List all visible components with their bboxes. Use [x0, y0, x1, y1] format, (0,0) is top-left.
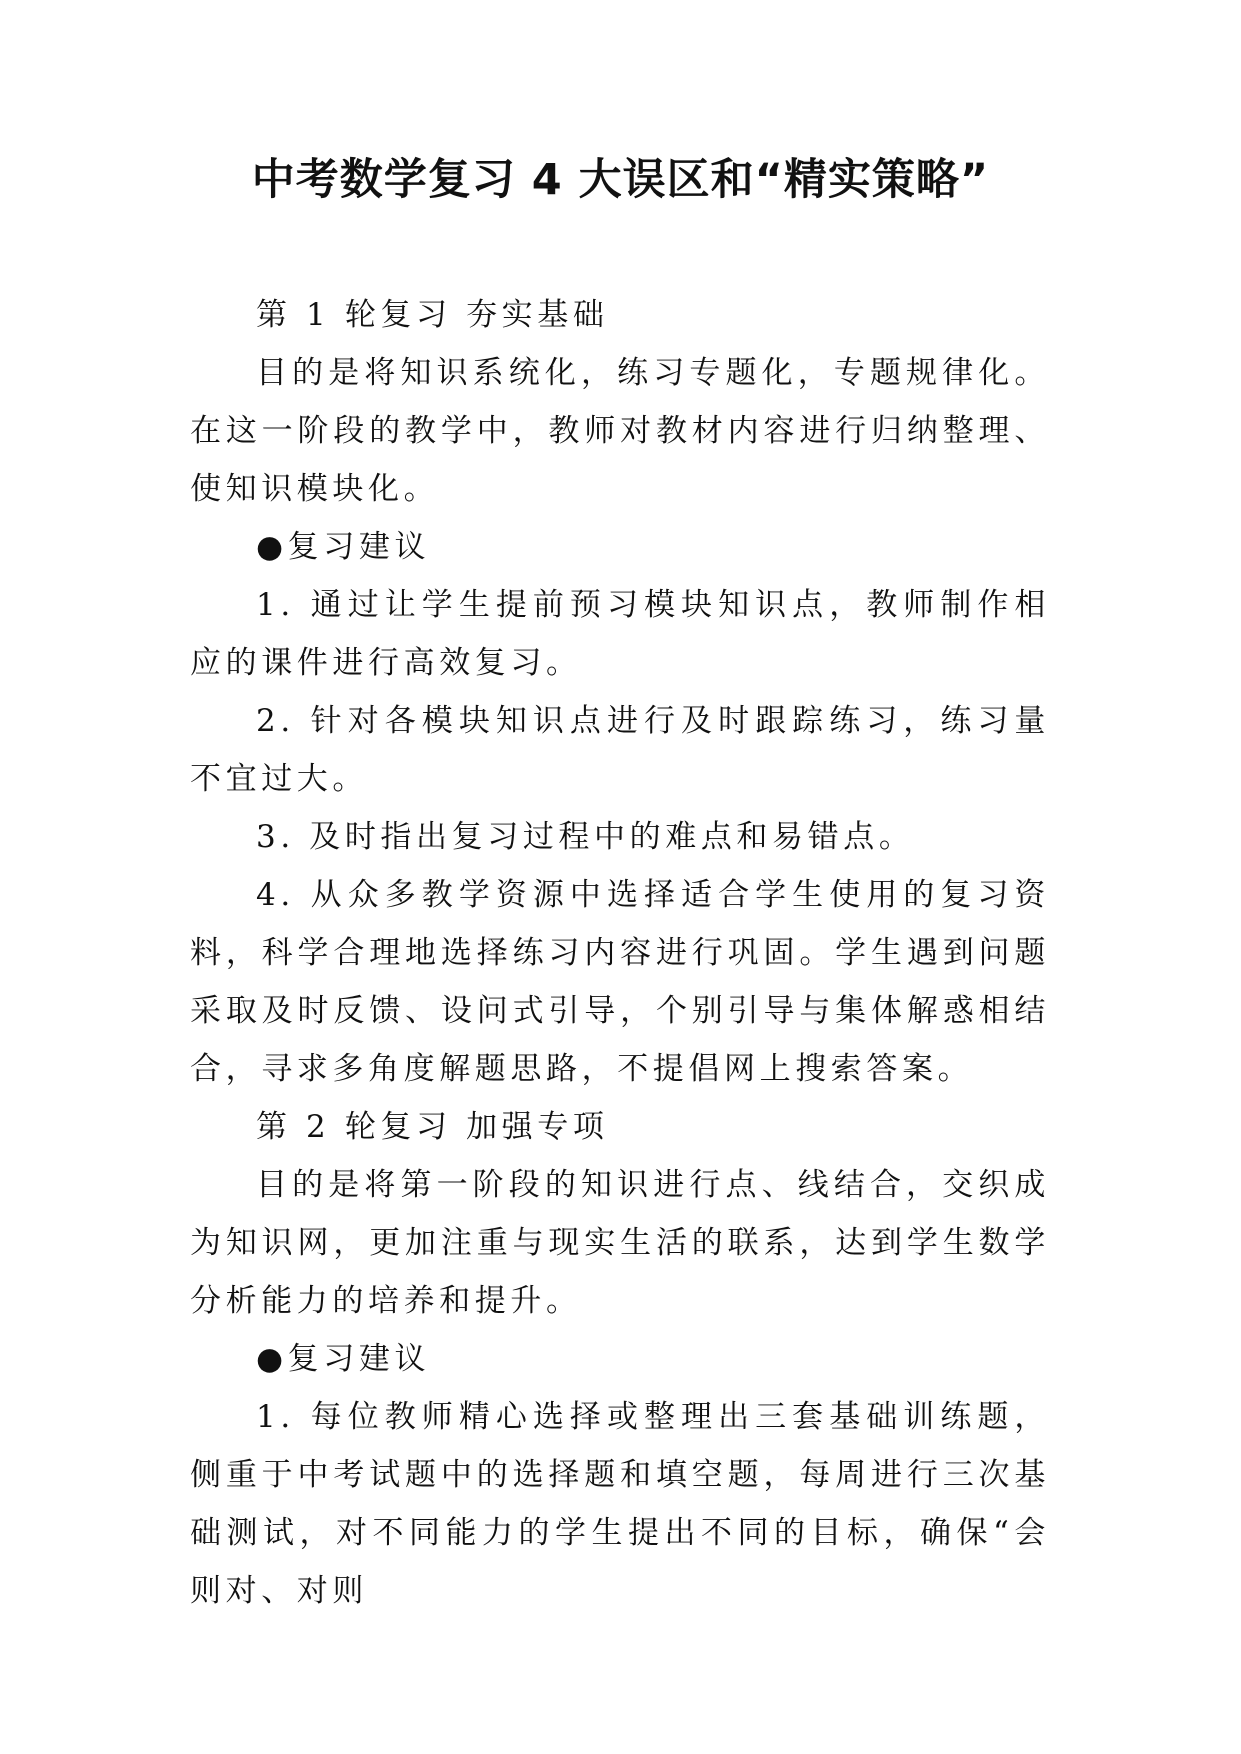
- paragraph-round-1-purpose: 目的是将知识系统化，练习专题化，专题规律化。在这一阶段的教学中，教师对教材内容进行归纳整理、使知识模块化。: [190, 355, 1050, 507]
- document-title: 中考数学复习 4 大误区和“精实策略”: [251, 155, 990, 205]
- suggestion-item-4: 4. 从众多教学资源中选择适合学生使用的复习资料，科学合理地选择练习内容进行巩固。学生遇到问题采取及时反馈、设问式引导，个别引导与集体解惑相结合，寻求多角度解题思路，不提倡网上搜索答案。: [190, 877, 1050, 1087]
- suggestion-item-round-2-1: 1. 每位教师精心选择或整理出三套基础训练题，侧重于中考试题中的选择题和填空题，每周进行三次基础测试，对不同能力的学生提出不同的目标，确保“会则对、对则: [190, 1399, 1050, 1609]
- paragraph-round-2-purpose: 目的是将第一阶段的知识进行点、线结合，交织成为知识网，更加注重与现实生活的联系，达到学生数学分析能力的培养和提升。: [190, 1167, 1050, 1319]
- review-suggestions-heading: ●复习建议: [256, 529, 431, 565]
- suggestion-item-1: 1. 通过让学生提前预习模块知识点，教师制作相应的课件进行高效复习。: [190, 587, 1050, 681]
- review-suggestions-heading-2: ●复习建议: [256, 1341, 431, 1377]
- section-heading-round-1: 第 1 轮复习 夯实基础: [256, 297, 609, 333]
- suggestion-item-3: 3. 及时指出复习过程中的难点和易错点。: [256, 819, 915, 855]
- document-body: [190, 286, 1050, 1620]
- section-heading-round-2: 第 2 轮复习 加强专项: [256, 1109, 609, 1145]
- suggestion-item-2: 2. 针对各模块知识点进行及时跟踪练习，练习量不宜过大。: [190, 703, 1050, 797]
